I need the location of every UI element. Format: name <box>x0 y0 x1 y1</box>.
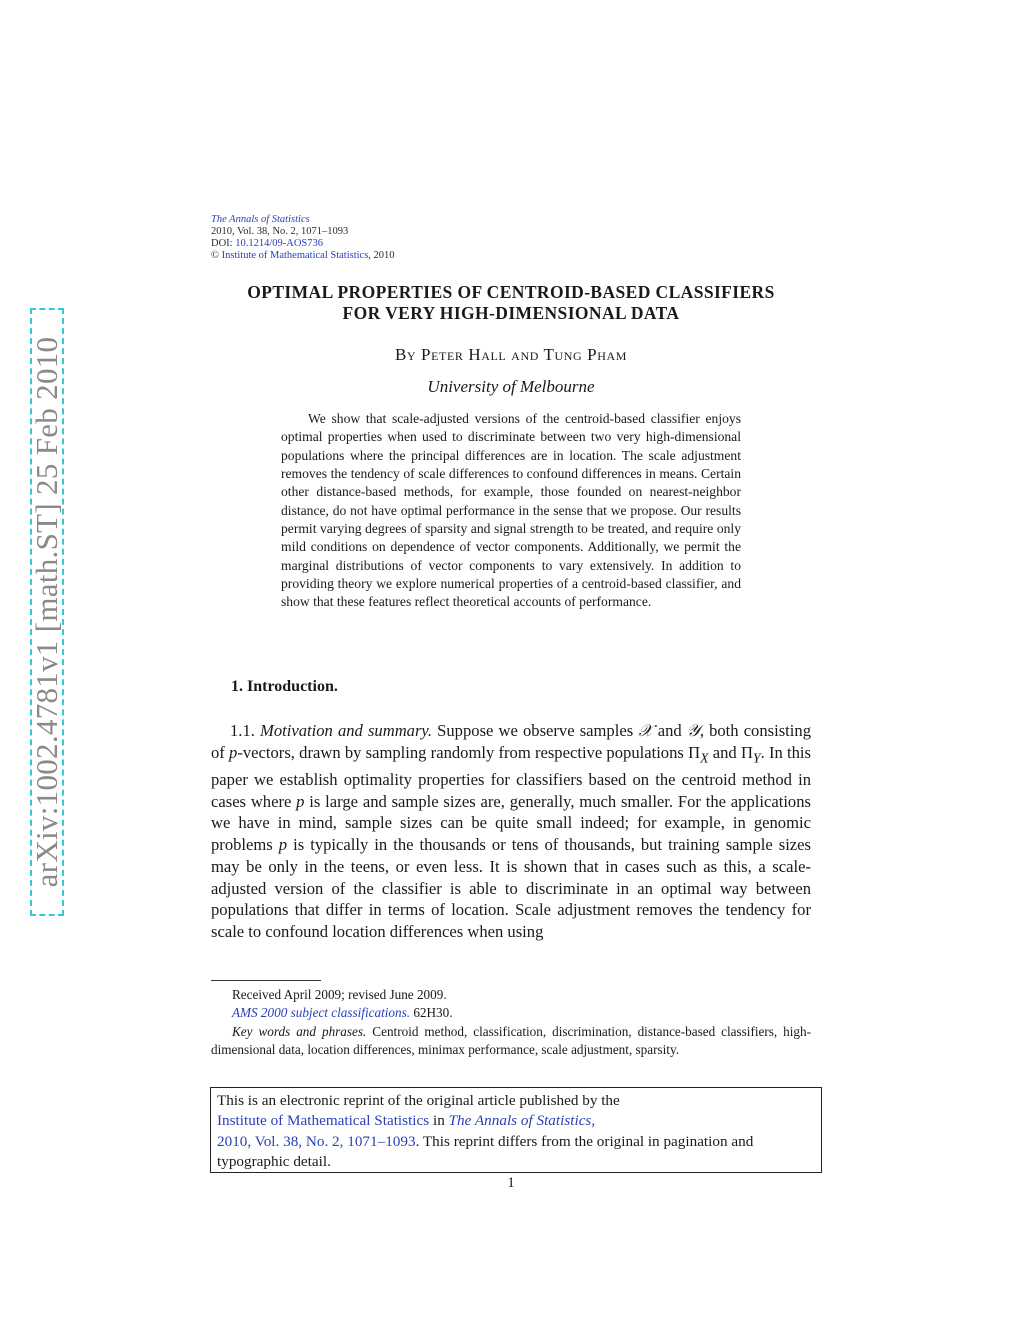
doi-label: DOI: <box>211 238 233 249</box>
intro-text: -vectors, drawn by sampling randomly from respective populations <box>237 742 684 762</box>
math-symbol: p <box>278 835 288 855</box>
intro-text: is large and sample sizes are, generally, much smaller. For the applications we have in mind, sample sizes can be quite small indeed; for example, in genomic problems <box>211 791 811 855</box>
keywords-label: Key words and phrases. <box>232 1023 367 1039</box>
reprint-text: This is an electronic reprint of the original article published by the <box>217 1092 620 1109</box>
ams-code: 62H30. <box>413 1005 453 1021</box>
math-symbol: Π <box>688 742 701 762</box>
reprint-publisher-link[interactable]: Institute of Mathematical Statistics <box>217 1112 430 1130</box>
author-list: By Peter Hall and Tung Pham <box>394 345 628 364</box>
journal-name-link[interactable]: The Annals of Statistics <box>211 214 310 225</box>
arxiv-identifier: arXiv:1002.4781v1 [math.ST] 25 Feb 2010 <box>29 336 64 888</box>
doi-link[interactable]: 10.1214/09-AOS736 <box>235 238 324 249</box>
reprint-journal-link[interactable]: The Annals of Statistics <box>448 1112 592 1130</box>
reprint-citation-link[interactable]: 2010, Vol. 38, No. 2, 1071–1093 <box>217 1132 416 1150</box>
reprint-text: , <box>591 1112 596 1130</box>
page-number: 1 <box>507 1175 515 1191</box>
copyright-year: 2010 <box>373 250 395 261</box>
intro-paragraph <box>211 720 811 943</box>
paper-title <box>200 282 822 324</box>
intro-text: and <box>712 742 737 762</box>
math-symbol: 𝒳 <box>638 721 653 740</box>
abstract: We show that scale-adjusted versions of the centroid-based classifier enjoys optimal properties when used to discriminate between two very high-dimensional populations where the principal differences are in location. The scale adjustment removes the tendency of scale differences to confound differences in means. Certain other distance-based methods, for example, those founded on nearest-neighbor distance, do not have optimal performance in the sense that we propose. Our results permit varying degrees of sparsity and signal strength to be treated, and require only mild conditions on dependence of vector components. Additionally, we permit the marginal distributions of vector components to vary extensively. In addition to providing theory we explore numerical properties of a centroid-based classifier, and show that these features reflect theoretical accounts of performance. <box>281 411 741 610</box>
intro-text: Suppose we observe samples <box>437 721 634 740</box>
math-symbol: p <box>296 791 305 811</box>
section-heading: 1. Introduction. <box>231 678 338 695</box>
reprint-notice <box>210 1087 822 1173</box>
title-line-1: OPTIMAL PROPERTIES OF CENTROID-BASED CLASSIFIERS <box>247 282 775 302</box>
affiliation: University of Melbourne <box>427 377 595 396</box>
received-note: Received April 2009; revised June 2009. <box>232 987 447 1002</box>
math-subscript: Y <box>752 750 761 766</box>
journal-header: The Annals of Statistics 2010, Vol. 38, No. 2, 1071–1093 DOI: 10.1214/09-AOS736 © Institute of Mathematical Statistics, 2010 <box>211 214 395 261</box>
math-symbol: 𝒴 <box>686 721 700 740</box>
reprint-text: . This reprint differs from the original in pagination and typographic detail. <box>217 1132 754 1170</box>
math-symbol: p <box>229 742 238 762</box>
copyright-icon: © <box>211 250 219 261</box>
subsection-title: Motivation and summary. <box>260 721 433 740</box>
intro-text: is typically in the thousands or tens of thousands, but training sample sizes may be only in the teens, or even less. It is shown that in cases such as this, a scale-adjusted version of the classifier is able to discriminate in an optimal way between populations that differ in terms of location. Scale adjustment removes the tendency for scale to confound location differences when using <box>211 835 811 942</box>
arxiv-stamp <box>30 308 64 916</box>
math-subscript: X <box>700 750 709 766</box>
math-symbol: Π <box>740 742 753 762</box>
reprint-text: in <box>432 1112 445 1130</box>
subsection-number: 1.1. <box>230 721 255 740</box>
intro-text: . In this paper we establish optimality properties for classifiers based on the centroid method in cases where <box>211 742 811 811</box>
keywords: Centroid method, classification, discrimination, distance-based classifiers, high-dimensional data, location differences, minimax performance, scale adjustment, sparsity. <box>211 1023 812 1058</box>
intro-text: and <box>657 721 682 740</box>
footnotes <box>211 986 811 1060</box>
footnote-divider <box>211 980 321 981</box>
intro-text: , both consisting of <box>211 721 811 762</box>
title-line-2: FOR VERY HIGH-DIMENSIONAL DATA <box>342 303 680 323</box>
ams-classification-link[interactable]: AMS 2000 subject classifications. <box>232 1005 411 1021</box>
journal-volume: 2010, Vol. 38, No. 2, 1071–1093 <box>211 226 349 237</box>
publisher-link[interactable]: Institute of Mathematical Statistics <box>221 250 369 261</box>
